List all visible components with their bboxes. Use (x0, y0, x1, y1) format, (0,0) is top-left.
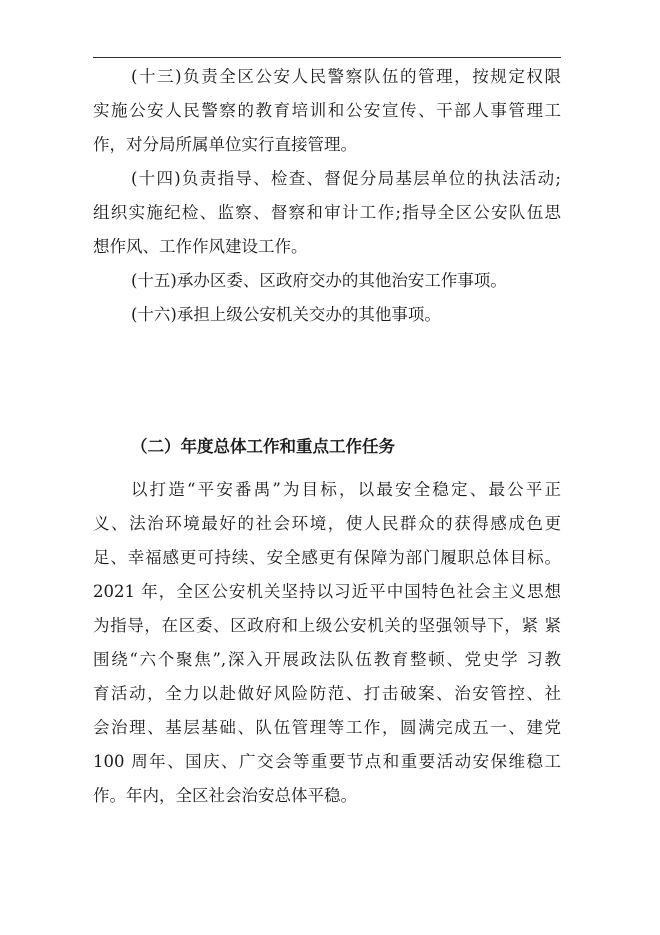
text-line: 足、幸福感更可持续、安全感更有保障为部门履职总体目标。 (93, 548, 561, 567)
text-line: 100 周年、国庆、广交会等重要节点和重要活动安保维稳工 (93, 752, 561, 771)
section-paragraph (93, 473, 561, 813)
text-line: (十四)负责指导、检查、督促分局基层单位的执法活动; (131, 169, 561, 188)
text-line: (十三)负责全区公安人民警察队伍的管理，按规定权限 (131, 67, 561, 86)
text-line: 作。年内，全区社会治安总体平稳。 (93, 786, 357, 805)
section-heading: （二）年度总体工作和重点工作任务 (131, 437, 395, 456)
text-line: (十六)承担上级公安机关交办的其他事项。 (131, 305, 441, 324)
duty-item-16 (93, 298, 561, 332)
text-line: 会治理、基层基础、队伍管理等工作，圆满完成五一、建党 (93, 718, 561, 737)
text-line: 作，对分局所属单位实行直接管理。 (93, 135, 357, 154)
text-line: 实施公安人民警察的教育培训和公安宣传、干部人事管理工 (93, 101, 561, 120)
duty-item-14 (93, 162, 561, 264)
text-line: 2021 年，全区公安机关坚持以习近平中国特色社会主义思想 (93, 582, 561, 601)
header-rule (93, 57, 561, 58)
text-line: (十五)承办区委、区政府交办的其他治安工作事项。 (131, 271, 507, 290)
text-line: 以打造“平安番禺”为目标，以最安全稳定、最公平正 (131, 480, 561, 499)
text-line: 围绕“六个聚焦”,深入开展政法队伍教育整顿、党史学 习教 (93, 650, 561, 669)
text-line: 想作风、工作作风建设工作。 (93, 237, 308, 256)
text-line: 育活动，全力以赴做好风险防范、打击破案、治安管控、社 (93, 684, 561, 703)
text-line: 组织实施纪检、监察、督察和审计工作;指导全区公安队伍思 (93, 203, 561, 222)
duty-item-15 (93, 264, 561, 298)
text-line: 为指导，在区委、区政府和上级公安机关的坚强领导下，紧 紧 (93, 616, 561, 635)
duty-item-13 (93, 60, 561, 162)
text-line: 义、法治环境最好的社会环境，使人民群众的获得感成色更 (93, 514, 561, 533)
